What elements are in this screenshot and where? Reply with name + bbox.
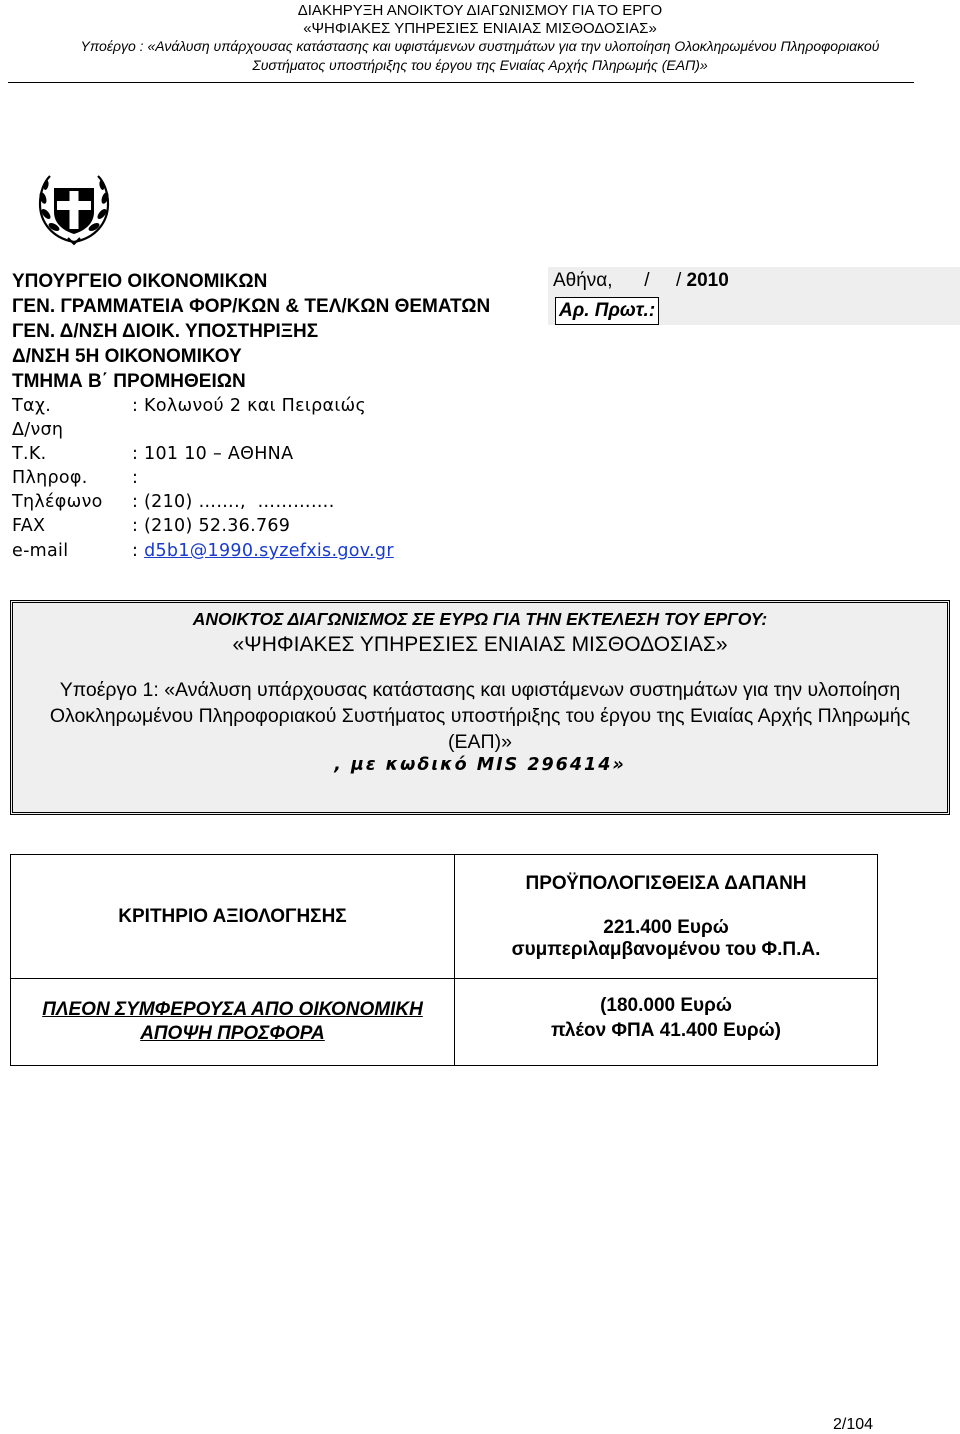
budget-header: ΠΡΟΫΠΟΛΟΓΙΣΘΕΙΣΑ ΔΑΠΑΝΗ [525, 872, 807, 894]
page-number: 2/104 [833, 1416, 874, 1433]
general-directorate: ΓΕΝ. Δ/ΝΣΗ ΔΙΟΙΚ. ΥΠΟΣΤΗΡΙΞΗΣ [12, 321, 319, 342]
department: ΤΜΗΜΑ Β΄ ΠΡΟΜΗΘΕΙΩΝ [12, 371, 246, 392]
budget-total: 221.400 Ευρώ [603, 916, 729, 938]
phone-value: : (210) ……., …………. [132, 492, 335, 512]
budget-net: (180.000 Ευρώ [600, 995, 732, 1016]
criterion-header: ΚΡΙΤΗΡΙΟ ΑΞΙΟΛΟΓΗΣΗΣ [11, 855, 455, 979]
street-label: Ταχ. [12, 396, 52, 416]
criteria-budget-table [10, 854, 878, 1066]
budget-cell [455, 855, 878, 979]
coat-of-arms-emblem [34, 168, 114, 248]
street-label-cont: Δ/νση [12, 420, 64, 440]
budget-vat: πλέον ΦΠΑ 41.400 Ευρώ) [550, 1020, 781, 1041]
header-subproject-cont: Συστήματος υποστήριξης του έργου της Ενιαίας Αρχής Πληρωμής (ΕΑΠ)» [252, 57, 708, 73]
street-value: : Κολωνού 2 και Πειραιώς [132, 396, 367, 416]
tender-title-box [10, 600, 950, 815]
header-project: «ΨΗΦΙΑΚΕΣ ΥΠΗΡΕΣΙΕΣ ΕΝΙΑΙΑΣ ΜΙΣΘΟΔΟΣΙΑΣ» [303, 20, 657, 37]
header-title: ΔΙΑΚΗΡΥΞΗ ΑΝΟΙΚΤΟΥ ΔΙΑΓΩΝΙΣΜΟΥ ΓΙΑ ΤΟ ΕΡΓΟ [297, 2, 663, 19]
tender-project-name: «ΨΗΦΙΑΚΕΣ ΥΠΗΡΕΣΙΕΣ ΕΝΙΑΙΑΣ ΜΙΣΘΟΔΟΣΙΑΣ» [232, 633, 728, 656]
budget-total-note: συμπεριλαμβανομένου του Φ.Π.Α. [511, 938, 821, 960]
email-prefix: : [132, 541, 145, 561]
email-label: e-mail [12, 541, 69, 561]
tender-mis-code: , με κωδικό MIS 296414» [334, 755, 626, 775]
date-city: Αθήνα, [553, 270, 613, 291]
phone-label: Τηλέφωνο [12, 492, 103, 512]
general-secretariat: ΓΕΝ. ΓΡΑΜΜΑΤΕΙΑ ΦΟΡ/ΚΩΝ & ΤΕΛ/ΚΩΝ ΘΕΜΑΤΩΝ [12, 296, 491, 317]
zip-label: Τ.Κ. [12, 444, 47, 464]
directorate: Δ/ΝΣΗ 5Η ΟΙΚΟΝΟΜΙΚΟΥ [12, 346, 242, 367]
info-label: Πληροφ. [12, 468, 88, 488]
header-divider [8, 82, 914, 83]
fax-label: FAX [12, 516, 46, 536]
criterion-value: ΠΛΕΟΝ ΣΥΜΦΕΡΟΥΣΑ ΑΠΟ ΟΙΚΟΝΟΜΙΚΗ ΑΠΟΨΗ ΠΡΟΣΦΟΡΑ [11, 979, 455, 1066]
info-value: : [132, 468, 139, 488]
ministry-name: ΥΠΟΥΡΓΕΙΟ ΟΙΚΟΝΟΜΙΚΩΝ [12, 271, 268, 292]
protocol-number-field: Αρ. Πρωτ.: [555, 297, 659, 325]
tender-subproject: Υποέργο 1: «Ανάλυση υπάρχουσας κατάστασης και υφιστάμενων συστημάτων για την υλοποίηση Ολοκληρωμένου Πληροφοριακού Συστήματος υποστήριξης του έργου της Ενιαίας Αρχής Πληρωμής (ΕΑΠ)» [49, 679, 911, 753]
date-line [553, 270, 729, 292]
email-row [132, 541, 394, 561]
tender-title: ΑΝΟΙΚΤΟΣ ΔΙΑΓΩΝΙΣΜΟΣ ΣΕ ΕΥΡΩ ΓΙΑ ΤΗΝ ΕΚΤΕΛΕΣΗ ΤΟΥ ΕΡΓΟΥ: [192, 609, 768, 629]
date-slashes: / / [644, 270, 682, 291]
email-link[interactable]: d5b1@1990.syzefxis.gov.gr [144, 541, 394, 561]
date-year: 2010 [686, 270, 729, 291]
zip-value: : 101 10 – ΑΘΗΝΑ [132, 444, 294, 464]
header-subproject: Υποέργο : «Ανάλυση υπάρχουσας κατάστασης και υφιστάμενων συστημάτων για την υλοποίηση Ολοκληρωμένου Πληροφοριακού [80, 38, 880, 54]
fax-value: : (210) 52.36.769 [132, 516, 291, 536]
budget-breakdown-cell [455, 979, 878, 1066]
